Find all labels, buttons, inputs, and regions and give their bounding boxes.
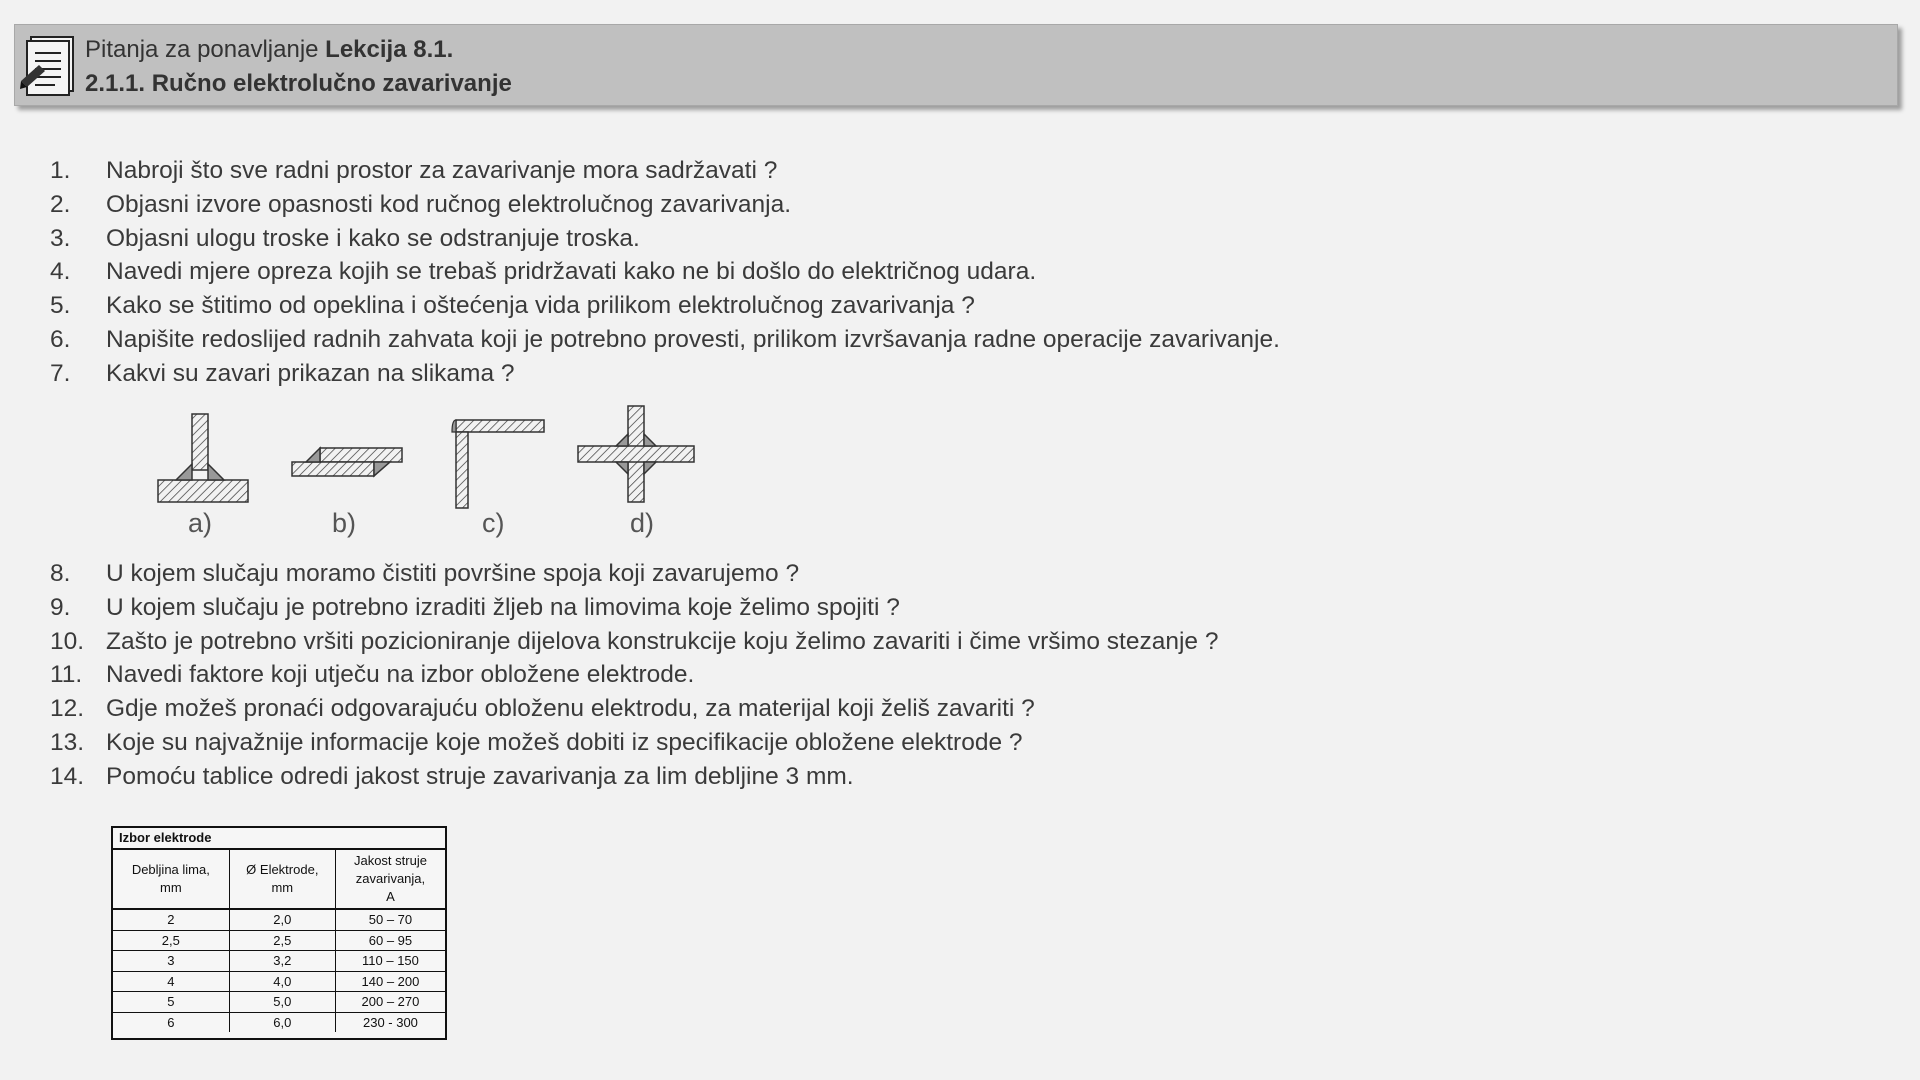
table-cell: 6,0: [229, 1012, 335, 1032]
figure-label-d: d): [630, 508, 655, 538]
question-text: U kojem slučaju je potrebno izraditi žljeb na limovima koje želimo spojiti ?: [106, 593, 900, 621]
table-cell: 60 – 95: [335, 930, 445, 951]
header-title: [85, 33, 512, 101]
weld-figure-c: [450, 418, 550, 510]
question-text: Koje su najvažnije informacije koje možeš dobiti iz specifikacije obložene elektrode ?: [106, 728, 1023, 756]
question-text: Pomoću tablice odredi jakost struje zavarivanja za lim debljine 3 mm.: [106, 762, 854, 790]
weld-figures: [150, 402, 710, 542]
question-item: [50, 323, 1550, 357]
table-cell: 200 – 270: [335, 992, 445, 1013]
question-text: Navedi mjere opreza kojih se trebaš pridržavati kako ne bi došlo do električnog udara.: [106, 258, 1037, 286]
question-text: Objasni izvore opasnosti kod ručnog elektrolučnog zavarivanja.: [106, 190, 792, 218]
question-item: [50, 222, 1550, 256]
question-text: Napišite redoslijed radnih zahvata koji je potrebno provesti, prilikom izvršavanja radne operacije zavarivanje.: [106, 325, 1280, 353]
question-text: Gdje možeš pronaći odgovarajuću obloženu elektrodu, za materijal koji želiš zavariti ?: [106, 695, 1035, 723]
question-item: [50, 188, 1550, 222]
table-cell: 110 – 150: [335, 951, 445, 972]
table-row: [113, 971, 445, 992]
table-cell: 6: [113, 1012, 229, 1032]
question-number: 7.: [50, 359, 71, 387]
table-cell: 5,0: [229, 992, 335, 1013]
table-cell: 4,0: [229, 971, 335, 992]
document-pencil-icon: [19, 31, 83, 97]
figure-label-c: c): [482, 508, 505, 538]
table-cell: 2,5: [229, 930, 335, 951]
question-item: [50, 625, 1550, 659]
table-cell: 2,5: [113, 930, 229, 951]
question-item: [50, 557, 1550, 591]
question-number: 11.: [50, 661, 83, 689]
question-item: [50, 726, 1550, 760]
question-text: Kakvi su zavari prikazan na slikama ?: [106, 359, 515, 387]
table-row: [113, 992, 445, 1013]
electrode-selection-table: [111, 826, 447, 1040]
question-text: Zašto je potrebno vršiti pozicioniranje dijelova konstrukcije koju želimo zavariti i čime vršimo stezanje ?: [106, 627, 1219, 655]
header-lesson: Lekcija 8.1.: [325, 36, 454, 63]
weld-figure-a: [156, 412, 256, 504]
question-text: U kojem slučaju moramo čistiti površine spoja koji zavarujemo ?: [106, 560, 800, 587]
table-cell: 4: [113, 971, 229, 992]
question-number: 12.: [50, 695, 85, 723]
questions-list-part1: [50, 154, 1550, 391]
header-topic: 2.1.1. Ručno elektrolučno zavarivanje: [85, 70, 512, 97]
table-cell: 2,0: [229, 909, 335, 930]
question-item: [50, 357, 1550, 391]
table-cell: 2: [113, 909, 229, 930]
questions-list-part2: [50, 557, 1550, 794]
question-item: [50, 255, 1550, 289]
header-electrode-diameter: Ø Elektrode, mm: [229, 850, 335, 910]
question-item: [50, 692, 1550, 726]
table-row: [113, 909, 445, 930]
question-number: 13.: [50, 728, 85, 756]
question-number: 4.: [50, 258, 71, 286]
table-cell: 50 – 70: [335, 909, 445, 930]
question-text: Objasni ulogu troske i kako se odstranjuje troska.: [106, 224, 640, 252]
table-row: [113, 951, 445, 972]
table-row: [113, 930, 445, 951]
figure-label-a: a): [188, 508, 213, 538]
question-item: [50, 658, 1550, 692]
table-cell: 140 – 200: [335, 971, 445, 992]
question-number: 1.: [50, 157, 71, 184]
question-text: Kako se štitimo od opeklina i oštećenja vida prilikom elektrolučnog zavarivanja ?: [106, 292, 975, 320]
table-cell: 230 - 300: [335, 1012, 445, 1032]
table-title: Izbor elektrode: [113, 828, 445, 849]
question-text: Nabroji što sve radni prostor za zavarivanje mora sadržavati ?: [106, 157, 778, 184]
weld-figure-d: [576, 404, 700, 504]
question-number: 9.: [50, 593, 71, 621]
figure-label-b: b): [332, 508, 357, 538]
question-item: [50, 591, 1550, 625]
table-cell: 5: [113, 992, 229, 1013]
question-text: Navedi faktore koji utječu na izbor obložene elektrode.: [106, 661, 695, 689]
question-number: 3.: [50, 224, 71, 252]
question-number: 2.: [50, 190, 71, 218]
question-number: 10.: [50, 627, 85, 655]
table-cell: 3: [113, 951, 229, 972]
question-number: 8.: [50, 560, 71, 587]
question-number: 6.: [50, 325, 71, 353]
header-welding-current: Jakost struje zavarivanja, A: [335, 850, 445, 910]
electrode-table: [113, 849, 445, 1032]
table-row: [113, 1012, 445, 1032]
question-item: [50, 289, 1550, 323]
header-prefix: Pitanja za ponavljanje: [85, 36, 319, 63]
question-item: [50, 154, 1550, 188]
question-number: 14.: [50, 762, 85, 790]
question-number: 5.: [50, 292, 71, 320]
table-cell: 3,2: [229, 951, 335, 972]
header-sheet-thickness: Debljina lima, mm: [113, 850, 229, 910]
lesson-header: [14, 24, 1898, 106]
weld-figure-b: [290, 442, 410, 482]
question-item: [50, 760, 1550, 794]
